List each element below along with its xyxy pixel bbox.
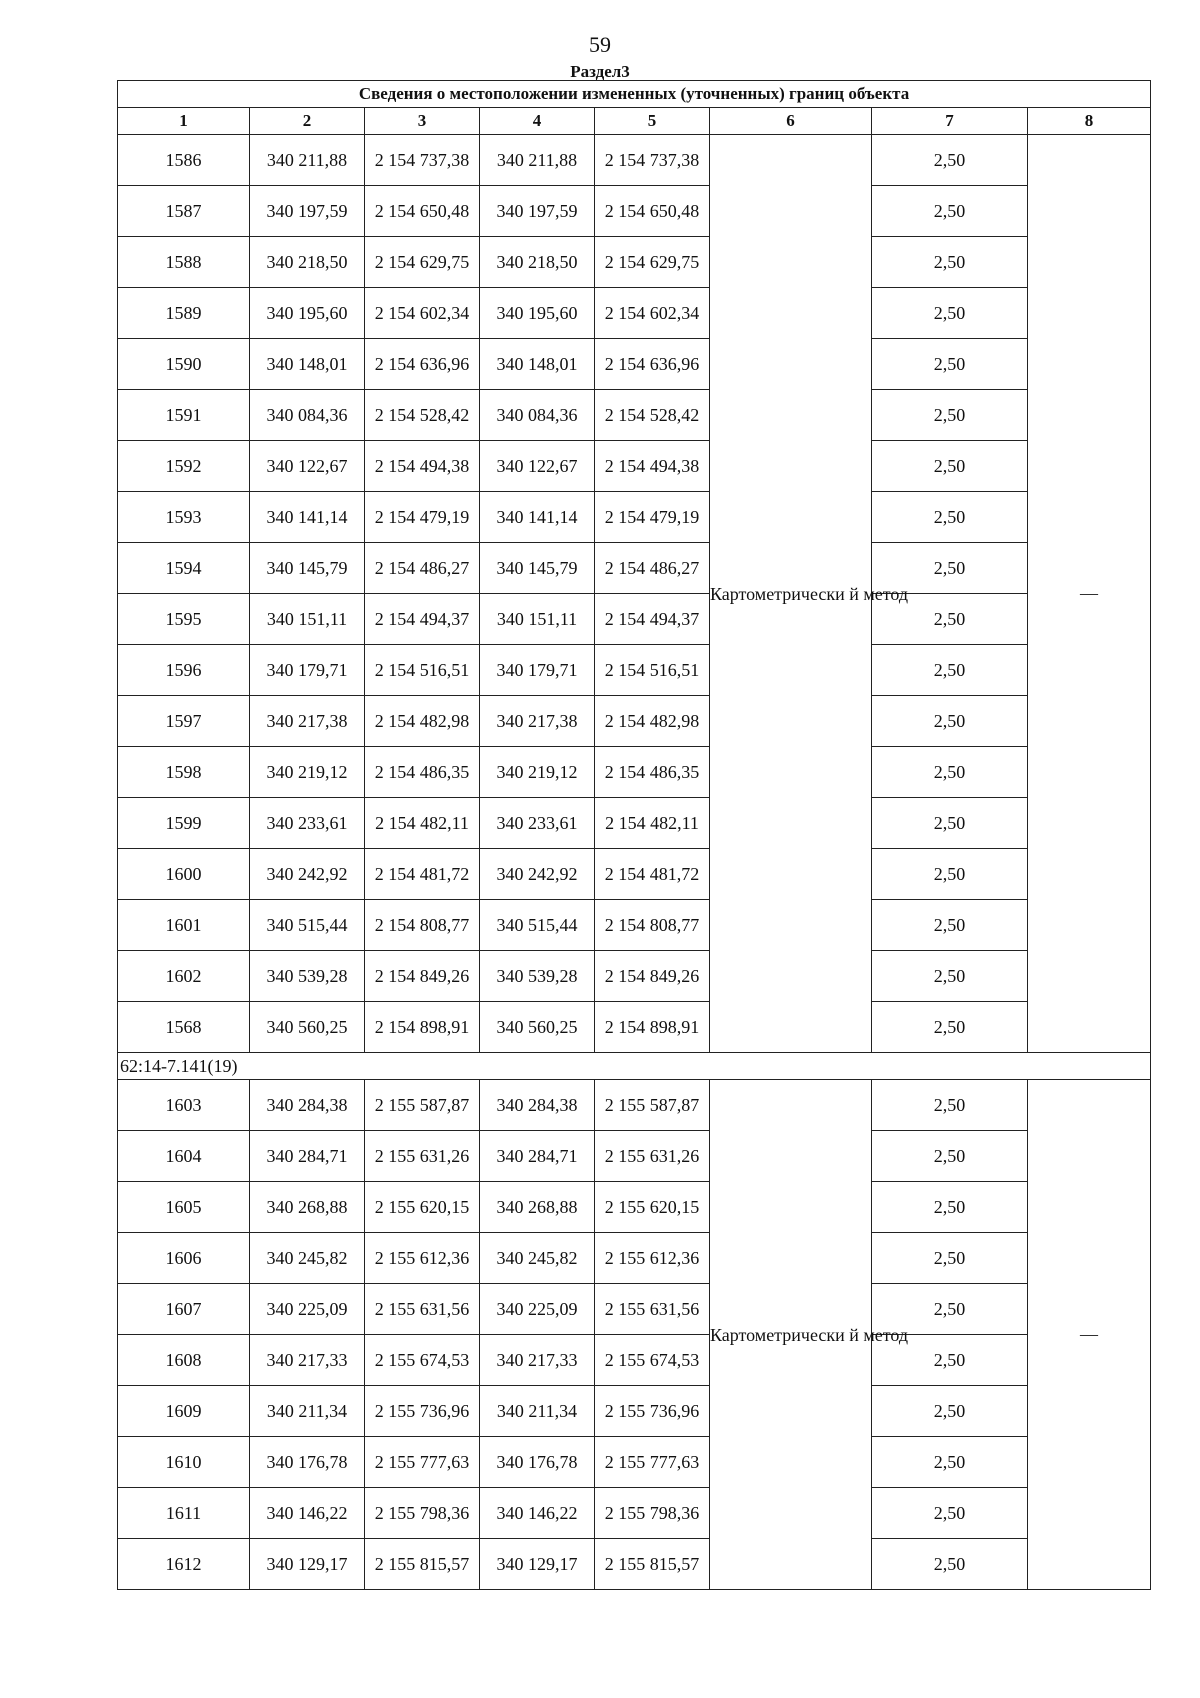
coord-x-cell: 340 233,61: [250, 798, 365, 849]
accuracy-cell: 2,50: [872, 1539, 1028, 1590]
point-number-cell: 1606: [118, 1233, 250, 1284]
coord-x-cell: 340 539,28: [480, 951, 595, 1002]
table-row: [118, 543, 1151, 594]
table-body: [118, 81, 1151, 1590]
coord-x-cell: 340 129,17: [250, 1539, 365, 1590]
coord-y-cell: 2 154 650,48: [595, 186, 710, 237]
coord-x-cell: 340 176,78: [250, 1437, 365, 1488]
accuracy-cell: 2,50: [872, 1182, 1028, 1233]
accuracy-cell: 2,50: [872, 696, 1028, 747]
column-header: 6: [710, 108, 872, 135]
coord-x-cell: 340 284,71: [480, 1131, 595, 1182]
coord-y-cell: 2 154 486,27: [365, 543, 480, 594]
column-header: 2: [250, 108, 365, 135]
coord-y-cell: 2 155 631,56: [365, 1284, 480, 1335]
coord-x-cell: 340 141,14: [250, 492, 365, 543]
boundary-coordinates-table: [117, 80, 1151, 1590]
table-row: [118, 798, 1151, 849]
coord-y-cell: 2 155 620,15: [595, 1182, 710, 1233]
column-header: 4: [480, 108, 595, 135]
accuracy-cell: 2,50: [872, 1284, 1028, 1335]
table-row: [118, 390, 1151, 441]
point-number-cell: 1598: [118, 747, 250, 798]
table-row: [118, 696, 1151, 747]
table-row: [118, 288, 1151, 339]
coord-x-cell: 340 284,71: [250, 1131, 365, 1182]
table-row: [118, 135, 1151, 186]
coord-x-cell: 340 268,88: [250, 1182, 365, 1233]
coord-y-cell: 2 154 482,11: [365, 798, 480, 849]
coord-x-cell: 340 242,92: [250, 849, 365, 900]
coord-y-cell: 2 154 494,37: [365, 594, 480, 645]
coord-x-cell: 340 245,82: [480, 1233, 595, 1284]
coord-x-cell: 340 141,14: [480, 492, 595, 543]
point-number-cell: 1587: [118, 186, 250, 237]
method-cell: Картометрически й метод: [710, 1080, 872, 1590]
accuracy-cell: 2,50: [872, 1080, 1028, 1131]
point-number-cell: 1602: [118, 951, 250, 1002]
coord-y-cell: 2 155 674,53: [595, 1335, 710, 1386]
coord-x-cell: 340 211,34: [250, 1386, 365, 1437]
coord-x-cell: 340 122,67: [250, 441, 365, 492]
point-number-cell: 1600: [118, 849, 250, 900]
point-number-cell: 1601: [118, 900, 250, 951]
coord-x-cell: 340 284,38: [480, 1080, 595, 1131]
coord-x-cell: 340 225,09: [480, 1284, 595, 1335]
point-number-cell: 1605: [118, 1182, 250, 1233]
point-number-cell: 1597: [118, 696, 250, 747]
point-number-cell: 1592: [118, 441, 250, 492]
coord-x-cell: 340 179,71: [480, 645, 595, 696]
coord-x-cell: 340 145,79: [250, 543, 365, 594]
table-row: [118, 1539, 1151, 1590]
coord-x-cell: 340 151,11: [480, 594, 595, 645]
coord-x-cell: 340 245,82: [250, 1233, 365, 1284]
coord-x-cell: 340 515,44: [480, 900, 595, 951]
coord-x-cell: 340 195,60: [480, 288, 595, 339]
coord-y-cell: 2 155 815,57: [595, 1539, 710, 1590]
column-header: 1: [118, 108, 250, 135]
accuracy-cell: 2,50: [872, 237, 1028, 288]
accuracy-cell: 2,50: [872, 1386, 1028, 1437]
description-cell: —: [1028, 135, 1151, 1053]
coord-y-cell: 2 154 479,19: [595, 492, 710, 543]
coord-x-cell: 340 218,50: [480, 237, 595, 288]
table-row: [118, 1233, 1151, 1284]
coord-x-cell: 340 539,28: [250, 951, 365, 1002]
coord-x-cell: 340 084,36: [250, 390, 365, 441]
coord-y-cell: 2 154 494,38: [595, 441, 710, 492]
column-header: 7: [872, 108, 1028, 135]
point-number-cell: 1612: [118, 1539, 250, 1590]
coord-y-cell: 2 155 777,63: [595, 1437, 710, 1488]
point-number-cell: 1590: [118, 339, 250, 390]
accuracy-cell: 2,50: [872, 1437, 1028, 1488]
coord-x-cell: 340 242,92: [480, 849, 595, 900]
coord-y-cell: 2 154 528,42: [365, 390, 480, 441]
point-number-cell: 1589: [118, 288, 250, 339]
coord-y-cell: 2 155 612,36: [365, 1233, 480, 1284]
coord-x-cell: 340 217,33: [250, 1335, 365, 1386]
point-number-cell: 1599: [118, 798, 250, 849]
group-label-row: [118, 1053, 1151, 1080]
point-number-cell: 1610: [118, 1437, 250, 1488]
coord-x-cell: 340 219,12: [480, 747, 595, 798]
coord-y-cell: 2 155 736,96: [365, 1386, 480, 1437]
point-number-cell: 1611: [118, 1488, 250, 1539]
section-title: Раздел3: [570, 62, 630, 81]
coord-x-cell: 340 211,34: [480, 1386, 595, 1437]
coord-y-cell: 2 154 636,96: [595, 339, 710, 390]
coord-y-cell: 2 154 737,38: [595, 135, 710, 186]
accuracy-cell: 2,50: [872, 747, 1028, 798]
accuracy-cell: 2,50: [872, 1002, 1028, 1053]
coord-x-cell: 340 284,38: [250, 1080, 365, 1131]
coord-y-cell: 2 154 494,37: [595, 594, 710, 645]
coord-x-cell: 340 217,33: [480, 1335, 595, 1386]
coord-x-cell: 340 219,12: [250, 747, 365, 798]
accuracy-cell: 2,50: [872, 390, 1028, 441]
table-row: [118, 237, 1151, 288]
coord-x-cell: 340 148,01: [480, 339, 595, 390]
coord-x-cell: 340 197,59: [250, 186, 365, 237]
coord-x-cell: 340 145,79: [480, 543, 595, 594]
accuracy-cell: 2,50: [872, 798, 1028, 849]
coord-x-cell: 340 179,71: [250, 645, 365, 696]
description-cell: —: [1028, 1080, 1151, 1590]
coord-y-cell: 2 154 602,34: [365, 288, 480, 339]
coord-y-cell: 2 154 516,51: [595, 645, 710, 696]
accuracy-cell: 2,50: [872, 951, 1028, 1002]
accuracy-cell: 2,50: [872, 135, 1028, 186]
table-row: [118, 951, 1151, 1002]
coord-y-cell: 2 154 849,26: [595, 951, 710, 1002]
coord-y-cell: 2 154 481,72: [595, 849, 710, 900]
coord-y-cell: 2 154 482,98: [365, 696, 480, 747]
coord-x-cell: 340 151,11: [250, 594, 365, 645]
point-number-cell: 1603: [118, 1080, 250, 1131]
accuracy-cell: 2,50: [872, 645, 1028, 696]
coord-x-cell: 340 129,17: [480, 1539, 595, 1590]
point-number-cell: 1604: [118, 1131, 250, 1182]
coord-x-cell: 340 195,60: [250, 288, 365, 339]
accuracy-cell: 2,50: [872, 492, 1028, 543]
coord-x-cell: 340 560,25: [250, 1002, 365, 1053]
table-row: [118, 1002, 1151, 1053]
coord-x-cell: 340 268,88: [480, 1182, 595, 1233]
table-row: [118, 747, 1151, 798]
coord-y-cell: 2 154 629,75: [595, 237, 710, 288]
table-row: [118, 645, 1151, 696]
coord-x-cell: 340 211,88: [250, 135, 365, 186]
coord-x-cell: 340 218,50: [250, 237, 365, 288]
coord-y-cell: 2 155 777,63: [365, 1437, 480, 1488]
coord-y-cell: 2 154 602,34: [595, 288, 710, 339]
coord-y-cell: 2 154 486,35: [595, 747, 710, 798]
table-row: [118, 186, 1151, 237]
accuracy-cell: 2,50: [872, 288, 1028, 339]
table-row: [118, 594, 1151, 645]
point-number-cell: 1608: [118, 1335, 250, 1386]
accuracy-cell: 2,50: [872, 1131, 1028, 1182]
table-row: [118, 1284, 1151, 1335]
coord-y-cell: 2 155 620,15: [365, 1182, 480, 1233]
coord-x-cell: 340 560,25: [480, 1002, 595, 1053]
accuracy-cell: 2,50: [872, 186, 1028, 237]
table-row: [118, 339, 1151, 390]
coord-y-cell: 2 155 631,56: [595, 1284, 710, 1335]
group-label: 62:14-7.141(19): [118, 1053, 1151, 1080]
coord-y-cell: 2 154 516,51: [365, 645, 480, 696]
accuracy-cell: 2,50: [872, 1335, 1028, 1386]
table-row: [118, 441, 1151, 492]
point-number-cell: 1595: [118, 594, 250, 645]
accuracy-cell: 2,50: [872, 339, 1028, 390]
coord-y-cell: 2 155 587,87: [595, 1080, 710, 1131]
coord-y-cell: 2 154 636,96: [365, 339, 480, 390]
point-number-cell: 1588: [118, 237, 250, 288]
accuracy-cell: 2,50: [872, 594, 1028, 645]
table-row: [118, 1080, 1151, 1131]
point-number-cell: 1586: [118, 135, 250, 186]
method-cell: Картометрически й метод: [710, 135, 872, 1053]
page-number: 59: [589, 32, 611, 57]
coord-y-cell: 2 154 482,11: [595, 798, 710, 849]
point-number-cell: 1591: [118, 390, 250, 441]
column-header: 3: [365, 108, 480, 135]
coord-x-cell: 340 217,38: [250, 696, 365, 747]
coord-y-cell: 2 154 808,77: [595, 900, 710, 951]
coord-y-cell: 2 155 815,57: [365, 1539, 480, 1590]
coord-y-cell: 2 154 482,98: [595, 696, 710, 747]
table-row: [118, 1386, 1151, 1437]
point-number-cell: 1593: [118, 492, 250, 543]
coord-x-cell: 340 148,01: [250, 339, 365, 390]
coord-x-cell: 340 225,09: [250, 1284, 365, 1335]
coord-x-cell: 340 146,22: [480, 1488, 595, 1539]
coord-y-cell: 2 154 650,48: [365, 186, 480, 237]
point-number-cell: 1596: [118, 645, 250, 696]
column-header: 5: [595, 108, 710, 135]
coord-y-cell: 2 155 674,53: [365, 1335, 480, 1386]
table-caption: Сведения о местоположении измененных (уточненных) границ объекта: [118, 81, 1151, 108]
coord-y-cell: 2 154 898,91: [365, 1002, 480, 1053]
coord-y-cell: 2 154 849,26: [365, 951, 480, 1002]
accuracy-cell: 2,50: [872, 441, 1028, 492]
coord-x-cell: 340 211,88: [480, 135, 595, 186]
accuracy-cell: 2,50: [872, 543, 1028, 594]
table-row: [118, 1182, 1151, 1233]
coord-y-cell: 2 154 528,42: [595, 390, 710, 441]
coord-y-cell: 2 155 612,36: [595, 1233, 710, 1284]
point-number-cell: 1568: [118, 1002, 250, 1053]
table-row: [118, 1437, 1151, 1488]
coord-y-cell: 2 154 898,91: [595, 1002, 710, 1053]
coord-x-cell: 340 233,61: [480, 798, 595, 849]
table-row: [118, 1488, 1151, 1539]
point-number-cell: 1607: [118, 1284, 250, 1335]
accuracy-cell: 2,50: [872, 1488, 1028, 1539]
coord-x-cell: 340 146,22: [250, 1488, 365, 1539]
coord-x-cell: 340 122,67: [480, 441, 595, 492]
coord-y-cell: 2 154 486,27: [595, 543, 710, 594]
coord-y-cell: 2 154 486,35: [365, 747, 480, 798]
point-number-cell: 1594: [118, 543, 250, 594]
table-row: [118, 1131, 1151, 1182]
coord-y-cell: 2 154 737,38: [365, 135, 480, 186]
coord-y-cell: 2 155 736,96: [595, 1386, 710, 1437]
coord-x-cell: 340 217,38: [480, 696, 595, 747]
coord-x-cell: 340 084,36: [480, 390, 595, 441]
coord-y-cell: 2 155 587,87: [365, 1080, 480, 1131]
coord-y-cell: 2 154 494,38: [365, 441, 480, 492]
coord-x-cell: 340 515,44: [250, 900, 365, 951]
table-row: [118, 849, 1151, 900]
coord-x-cell: 340 197,59: [480, 186, 595, 237]
table-row: [118, 492, 1151, 543]
coord-y-cell: 2 154 629,75: [365, 237, 480, 288]
table-row: [118, 900, 1151, 951]
point-number-cell: 1609: [118, 1386, 250, 1437]
accuracy-cell: 2,50: [872, 900, 1028, 951]
coord-y-cell: 2 155 798,36: [365, 1488, 480, 1539]
coord-y-cell: 2 154 481,72: [365, 849, 480, 900]
table-header-row: [118, 108, 1151, 135]
coord-y-cell: 2 155 631,26: [365, 1131, 480, 1182]
accuracy-cell: 2,50: [872, 1233, 1028, 1284]
coord-y-cell: 2 155 798,36: [595, 1488, 710, 1539]
coord-y-cell: 2 154 808,77: [365, 900, 480, 951]
coord-x-cell: 340 176,78: [480, 1437, 595, 1488]
coord-y-cell: 2 155 631,26: [595, 1131, 710, 1182]
table-caption-row: [118, 81, 1151, 108]
accuracy-cell: 2,50: [872, 849, 1028, 900]
coord-y-cell: 2 154 479,19: [365, 492, 480, 543]
table-row: [118, 1335, 1151, 1386]
column-header: 8: [1028, 108, 1151, 135]
